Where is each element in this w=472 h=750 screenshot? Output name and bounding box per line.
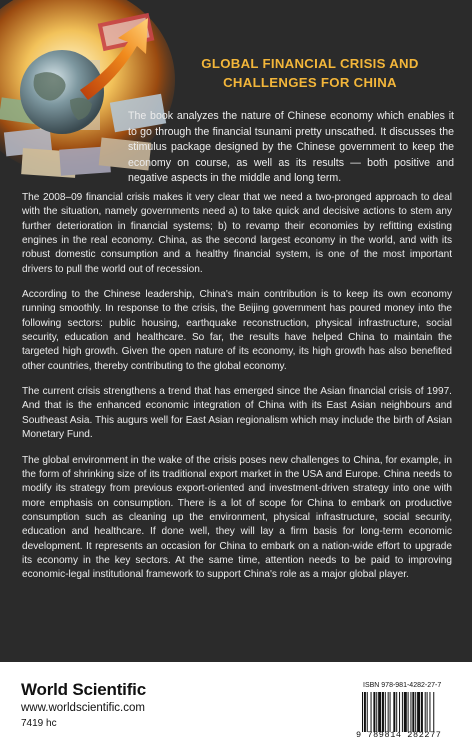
paragraph: The 2008–09 financial crisis makes it very clear that we need a two-pronged approach to deal with the situation, namely governments need a) to take quick and decisive actions to stem any further deterioration in financial systems; b) to revamp their economies by refitting existing engines in the real economy. China, as the second largest economy in the world, and with its robust domestic consumption and a healthy financial system, is one of the most important drivers to pull the world out of recession.: [22, 192, 452, 275]
paragraph: The global environment in the wake of the crisis poses new challenges to China, for example, in the form of shrinking size of its traditional export market in the USA and Europe. China needs to modify its strategy from previous export-oriented and investment-driven strategy into one with more emphasis on consumption. There is a lot of scope for China to embark on productive consumption such as cleaning up the environment, physical infrastructure, social security, education and healthcare. If done well, they will lay a firm basis for long-term economic development. It represents an occasion for China to embark on a nation-wide effort to upgrade its economy in the key sectors. At the same time, attention needs to be paid to improving economic-legal institutional framework to support China's role as a major global player.: [22, 454, 452, 581]
barcode: [362, 692, 458, 732]
publisher-website[interactable]: www.worldscientific.com: [21, 702, 145, 714]
publisher-name: World Scientific: [21, 680, 146, 699]
publisher-footer: [0, 662, 472, 750]
paragraph: According to the Chinese leadership, China's main contribution is to keep its own economy running smoothly. In response to the crisis, the Beijing government has poured money into the following sectors: public housing, earthquake reconstruction, physical infrastructure, social security, education and healthcare. So far, the results have helped China to maintain the targeted high growth. Given the open nature of its economy, its high growth has also benefited other countries, thereby contributing to the global economy.: [22, 289, 452, 372]
isbn-label: ISBN 978-981-4282-27-7: [363, 682, 442, 689]
product-code: 7419 hc: [21, 718, 57, 729]
paragraph: The current crisis strengthens a trend that has emerged since the Asian financial crisis of 1997. And that is the enhanced economic integration of China with its East Asian neighbours and Southeast Asia. This augurs well for East Asian regionalism which may include the birth of Asian Monetary Fund.: [22, 386, 452, 441]
title-line-1: GLOBAL FINANCIAL CRISIS AND: [201, 56, 419, 71]
title-line-2: CHALLENGES FOR CHINA: [223, 75, 397, 90]
intro-blurb: The book analyzes the nature of Chinese economy which enables it to go through the financial tsunami pretty unscathed. It discusses the stimulus package designed by the Chinese government to keep the economy on course, as well as its results — both positive and negative aspects in the middle and long term.: [128, 110, 454, 185]
book-title: [160, 54, 460, 92]
barcode-digits: 9 789814 282277: [356, 730, 442, 740]
description-body: [22, 191, 452, 594]
